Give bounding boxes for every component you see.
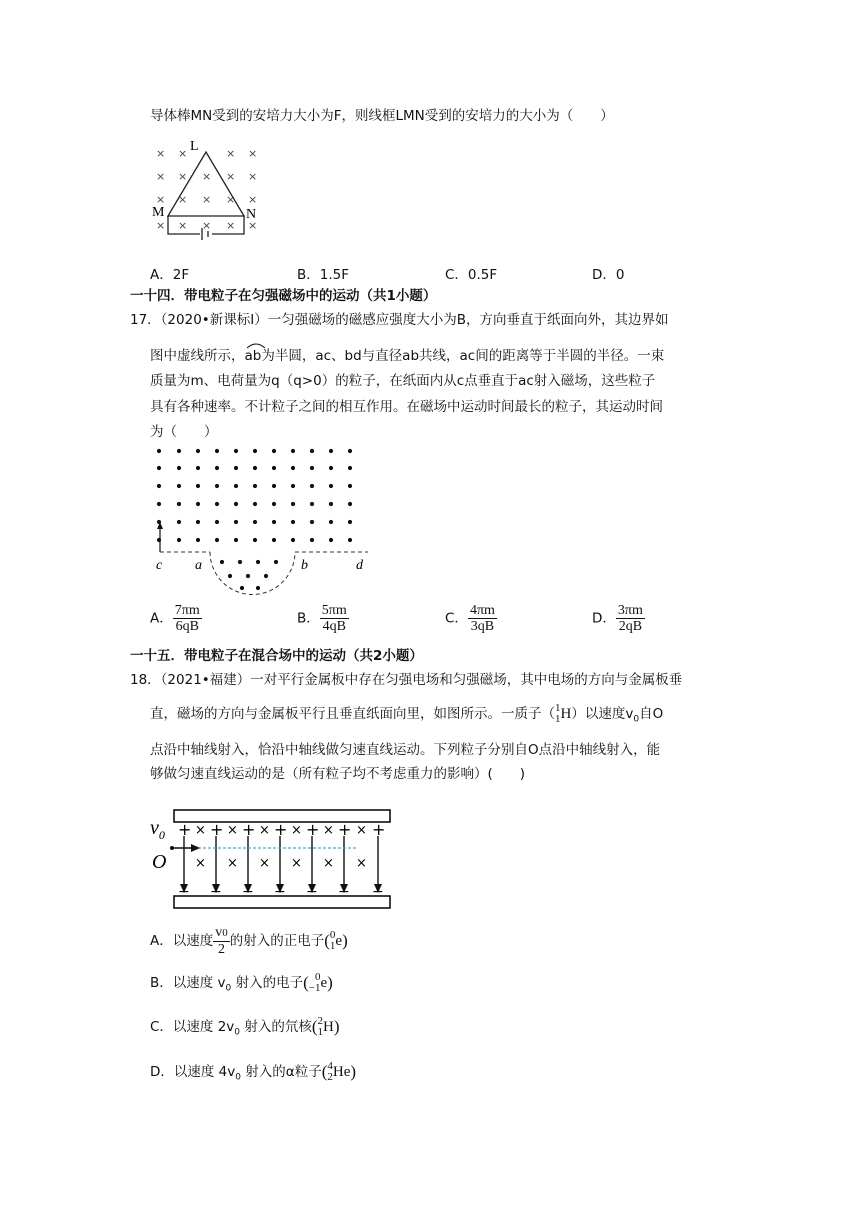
field-dot — [196, 449, 200, 453]
field-dot — [256, 586, 260, 590]
option-c[interactable]: C． $\frac{4\pi m}{3qB}$ — [445, 603, 495, 634]
b-field-cross: × — [323, 856, 334, 871]
field-dot — [220, 560, 224, 564]
q17-line4: 具有各种速率。不计粒子之间的相互作用。在磁场中运动时间最长的粒子，其运动时间 — [150, 399, 663, 415]
fraction-v0-over-2: $\frac{v0}{2}$ — [215, 925, 228, 957]
fraction-c: $\frac{4\pi m}{3qB}$ — [469, 603, 495, 634]
plus-sign: + — [274, 820, 288, 839]
field-dot — [234, 484, 238, 488]
label-c: c — [156, 558, 163, 573]
svg-text:×: × — [248, 170, 258, 183]
field-dot — [256, 560, 260, 564]
field-dot — [177, 538, 181, 542]
field-dot — [253, 502, 257, 506]
field-dot — [177, 520, 181, 524]
field-dot — [215, 502, 219, 506]
minus-sign: − — [338, 884, 350, 900]
option-a[interactable]: A． $\frac{7\pi m}{6qB}$ — [150, 603, 200, 634]
b-field-cross: × — [227, 823, 238, 838]
minus-sign: − — [306, 884, 318, 900]
field-dot — [246, 574, 250, 578]
field-dot — [253, 538, 257, 542]
svg-text:×: × — [248, 219, 258, 232]
svg-text:×: × — [178, 193, 188, 206]
svg-text:×: × — [248, 193, 258, 206]
field-dot — [329, 466, 333, 470]
field-dot — [240, 586, 244, 590]
b-field-cross: × — [259, 856, 270, 871]
option-a[interactable]: A．以速度 $\frac{v0}{2}$ 的射入的正电子( 0 1 e) — [150, 925, 348, 957]
q17-line3: 质量为m、电荷量为q（q>0）的粒子，在纸面内从c点垂直于ac射入磁场，这些粒子 — [150, 373, 656, 389]
minus-sign: − — [372, 884, 384, 900]
svg-text:×: × — [248, 147, 258, 160]
q18-line2: 直，磁场的方向与金属板平行且垂直纸面向里，如图所示。一质子（ 1 1 H）以速度$v_0$自O — [150, 702, 664, 725]
b-field-cross: × — [323, 823, 334, 838]
svg-text:×: × — [178, 170, 188, 183]
field-dot — [215, 520, 219, 524]
field-dot — [196, 538, 200, 542]
q18-line3: 点沿中轴线射入，恰沿中轴线做匀速直线运动。下列粒子分别自O点沿中轴线射入，能 — [150, 742, 661, 758]
b-field-cross: × — [227, 856, 238, 871]
field-dot — [196, 484, 200, 488]
field-dot — [272, 538, 276, 542]
b-field-cross: × — [356, 856, 367, 871]
field-dot — [177, 466, 181, 470]
minus-sign: − — [210, 884, 222, 900]
field-dot — [310, 484, 314, 488]
field-dot — [291, 502, 295, 506]
plus-sign: + — [178, 820, 192, 839]
proton-symbol: 1 1 H — [555, 702, 572, 725]
svg-text:×: × — [202, 170, 212, 183]
svg-text:×: × — [156, 193, 166, 206]
field-dot — [215, 538, 219, 542]
field-dot — [215, 484, 219, 488]
q17-line5: 为（ ） — [150, 424, 218, 440]
field-dot — [291, 520, 295, 524]
arc-ab: ab — [245, 343, 262, 365]
option-c[interactable]: C．以速度 $2v_0$ 射入的氘核( 2 1 H) — [150, 1015, 340, 1038]
label-L: L — [190, 139, 199, 154]
field-dot — [291, 449, 295, 453]
field-dot — [157, 466, 161, 470]
field-dot — [177, 502, 181, 506]
option-d[interactable]: D．以速度 $4v_0$ 射入的α粒子( 4 2 He) — [150, 1060, 357, 1083]
field-dot — [272, 520, 276, 524]
field-dot — [253, 520, 257, 524]
b-field-cross: × — [195, 856, 206, 871]
magnetic-boundary-figure — [150, 442, 375, 602]
field-dot — [348, 466, 352, 470]
b-field-cross: × — [291, 823, 302, 838]
label-M: M — [152, 205, 165, 220]
minus-sign: − — [274, 884, 286, 900]
field-dot — [228, 574, 232, 578]
v0-label: $v_0$ — [150, 817, 165, 842]
svg-text:×: × — [226, 193, 236, 206]
field-dot — [157, 502, 161, 506]
field-dot — [310, 502, 314, 506]
field-crosses — [156, 147, 257, 232]
field-dot — [234, 520, 238, 524]
field-dot — [310, 449, 314, 453]
label-N: N — [246, 207, 257, 222]
field-dot — [177, 449, 181, 453]
field-dot — [177, 484, 181, 488]
field-dot — [157, 484, 161, 488]
field-dot — [196, 466, 200, 470]
svg-text:×: × — [226, 170, 236, 183]
option-d[interactable]: D．0 — [592, 267, 625, 283]
field-dot — [329, 449, 333, 453]
field-dot — [264, 574, 268, 578]
field-dot — [157, 449, 161, 453]
field-dot — [272, 466, 276, 470]
field-dot — [253, 484, 257, 488]
field-dot — [234, 449, 238, 453]
plus-sign: + — [306, 820, 320, 839]
field-dot — [234, 538, 238, 542]
plus-sign: + — [372, 820, 386, 839]
field-dot — [272, 484, 276, 488]
origin-label: O — [152, 851, 167, 873]
field-dot — [196, 502, 200, 506]
field-dot — [329, 502, 333, 506]
field-dot — [274, 560, 278, 564]
field-dot — [348, 449, 352, 453]
svg-text:×: × — [156, 147, 166, 160]
minus-sign: − — [242, 884, 254, 900]
parallel-plates-figure — [148, 808, 398, 914]
field-dot — [272, 449, 276, 453]
b-field-cross: × — [259, 823, 270, 838]
option-b[interactable]: B．1.5F — [297, 267, 349, 283]
q18-line1: 18．（2021•福建）一对平行金属板中存在匀强电场和匀强磁场，其中电场的方向与金属板垂 — [130, 672, 683, 688]
field-dot — [234, 466, 238, 470]
field-dot — [310, 538, 314, 542]
field-lines — [178, 820, 385, 900]
option-c[interactable]: C．0.5F — [445, 267, 498, 283]
field-dot — [291, 484, 295, 488]
q17-line2: 图中虚线所示， ab为半圆，ac、bd与直径ab共线，ac间的距离等于半圆的半径。一束 — [150, 343, 664, 365]
field-dot — [253, 449, 257, 453]
svg-text:×: × — [226, 219, 236, 232]
section-heading-14: 一十四．带电粒子在匀强磁场中的运动（共1小题） — [130, 288, 437, 304]
q16-stem-tail: 导体棒MN受到的安培力大小为F，则线框LMN受到的安培力的大小为（ ） — [150, 108, 614, 124]
option-d[interactable]: D． $\frac{3\pi m}{2qB}$ — [592, 603, 643, 634]
svg-text:×: × — [202, 193, 212, 206]
field-dot — [253, 466, 257, 470]
fraction-d: $\frac{3\pi m}{2qB}$ — [617, 603, 643, 634]
plus-sign: + — [242, 820, 256, 839]
field-dot — [196, 520, 200, 524]
section-heading-15: 一十五．带电粒子在混合场中的运动（共2小题） — [130, 648, 423, 664]
minus-sign: − — [178, 884, 190, 900]
b-field-cross: × — [291, 856, 302, 871]
field-dot — [234, 502, 238, 506]
option-b[interactable]: B． $\frac{5\pi m}{4qB}$ — [297, 603, 347, 634]
field-dot — [310, 520, 314, 524]
q18-line4: 够做匀速直线运动的是（所有粒子均不考虑重力的影响）( ) — [150, 766, 526, 782]
field-dot — [348, 538, 352, 542]
q17-line1: 17．（2020•新课标Ⅰ）一匀强磁场的磁感应强度大小为B，方向垂直于纸面向外，其边界如 — [130, 312, 669, 328]
svg-text:×: × — [156, 170, 166, 183]
label-d: d — [356, 558, 363, 573]
field-dot — [291, 538, 295, 542]
triangle-frame-figure — [150, 138, 270, 250]
field-dot — [215, 449, 219, 453]
option-a[interactable]: A．2F — [150, 267, 190, 283]
label-b: b — [301, 558, 308, 573]
plus-sign: + — [338, 820, 352, 839]
b-field-cross: × — [356, 823, 367, 838]
field-dots — [157, 449, 352, 590]
fraction-b: $\frac{5\pi m}{4qB}$ — [321, 603, 347, 634]
b-field-cross: × — [195, 823, 206, 838]
plus-sign: + — [210, 820, 224, 839]
field-dot — [348, 520, 352, 524]
option-b[interactable]: B．以速度 $v_0$ 射入的电子( 0 −1 e) — [150, 971, 333, 994]
svg-text:×: × — [178, 147, 188, 160]
field-dot — [238, 560, 242, 564]
svg-text:×: × — [178, 219, 188, 232]
field-dot — [215, 466, 219, 470]
field-dot — [329, 538, 333, 542]
svg-text:×: × — [156, 219, 166, 232]
field-dot — [348, 484, 352, 488]
field-dot — [310, 466, 314, 470]
field-dot — [329, 484, 333, 488]
field-dot — [329, 520, 333, 524]
fraction-a: $\frac{7\pi m}{6qB}$ — [174, 603, 200, 634]
field-dot — [272, 502, 276, 506]
label-a: a — [195, 558, 202, 573]
field-dot — [348, 502, 352, 506]
field-dot — [291, 466, 295, 470]
svg-text:×: × — [202, 219, 212, 232]
svg-text:×: × — [226, 147, 236, 160]
